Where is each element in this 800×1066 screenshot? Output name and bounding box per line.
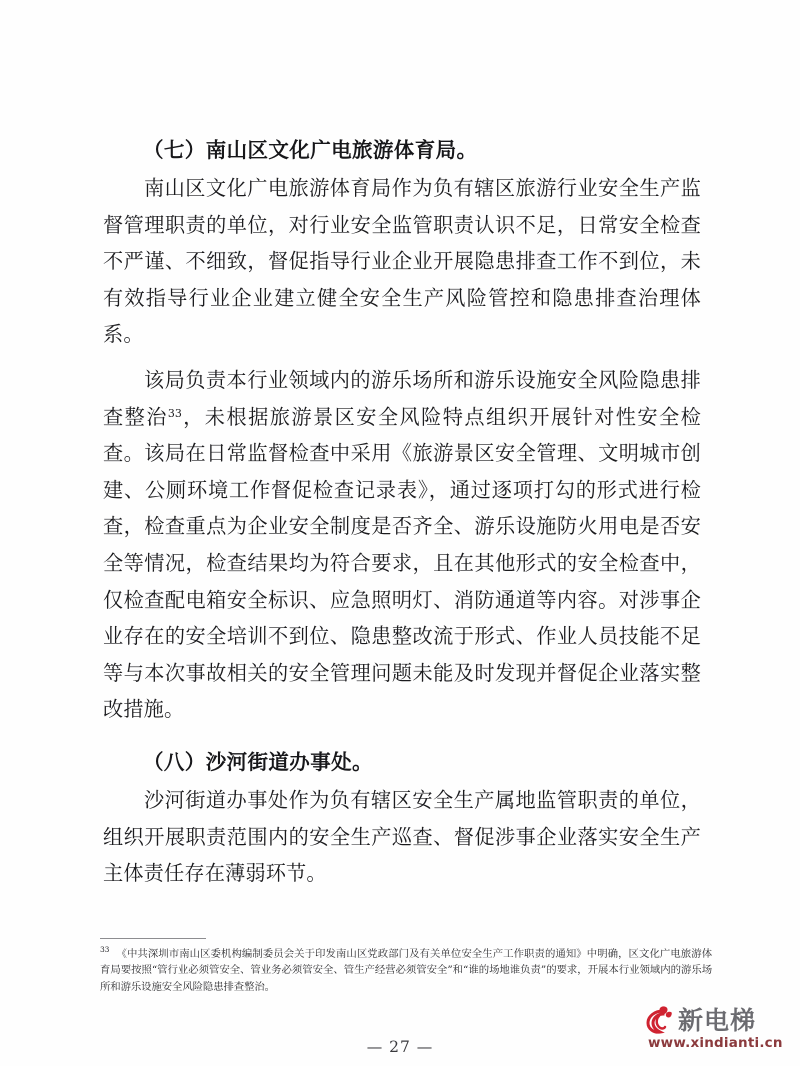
watermark-row [645,1004,795,1034]
page-content [103,132,701,892]
paragraph-with-footnote [103,362,701,728]
page-number: — 27 — [366,1038,434,1056]
footnote-reference-marker[interactable]: 33 [167,406,182,420]
footnote-text: 《中共深圳市南山区委机构编制委员会关于印发南山区党政部门及有关单位安全生产工作职责的通知》中明确，区文化广电旅游体育局要按照“管行业必须管安全、管业务必须管安全、管生产经营必须管安全”和“谁的场地谁负责”的要求，开展本行业领域内的游乐场所和游乐设施安全风险隐患排查整治。 [100,948,712,993]
section-heading-eight: （八）沙河街道办事处。 [143,749,373,774]
xindianti-logo-icon [645,1004,677,1034]
section-heading-seven: （七）南山区文化广电旅游体育局。 [143,138,478,162]
paragraph-text: 南山区文化广电旅游体育局作为负有辖区旅游行业安全生产监督管理职责的单位，对行业安全监管职责认识不足，日常安全检查不严谨、不细致，督促指导行业企业开展隐患排查工作不到位，未有效指导行业企业建立健全安全生产风险管控和隐患排查治理体系。 [103,176,701,347]
footnote-separator-rule [100,938,206,939]
footnote-number: 33 [100,945,110,954]
paragraph-text-before-note: 该局负责本行业领域内的游乐场所和游乐设施安全风险隐患排查整治 [103,367,701,429]
watermark-url: www.xindianti.cn [648,1035,783,1051]
paragraph-text: 沙河街道办事处作为负有辖区安全生产属地监管职责的单位，组织开展职责范围内的安全生产巡查、督促涉事企业落实安全生产主体责任存在薄弱环节。 [103,787,701,886]
watermark-brand-name: 新电梯 [678,1006,757,1035]
footnote-entry [100,946,712,995]
paragraph-text-after-note: ，未根据旅游景区安全风险特点组织开展针对性安全检查。该局在日常监督检查中采用《旅游景区安全管理、文明城市创建、公厕环境工作督促检查记录表》，通过逐项打勾的形式进行检查，检查重点为企业安全制度是否齐全、游乐设施防火用电是否安全等情况，检查结果均为符合要求，且在其他形式的安全检查中，仅检查配电箱安全标识、应急照明灯、消防通道等内容。对涉事企业存在的安全培训不到位、隐患整改流于形式、作业人员技能不足等与本次事故相关的安全管理问题未能及时发现并督促企业落实整改措施。 [103,404,701,722]
paragraph [103,170,701,353]
footnote-area [100,938,712,995]
paragraph [103,782,701,892]
